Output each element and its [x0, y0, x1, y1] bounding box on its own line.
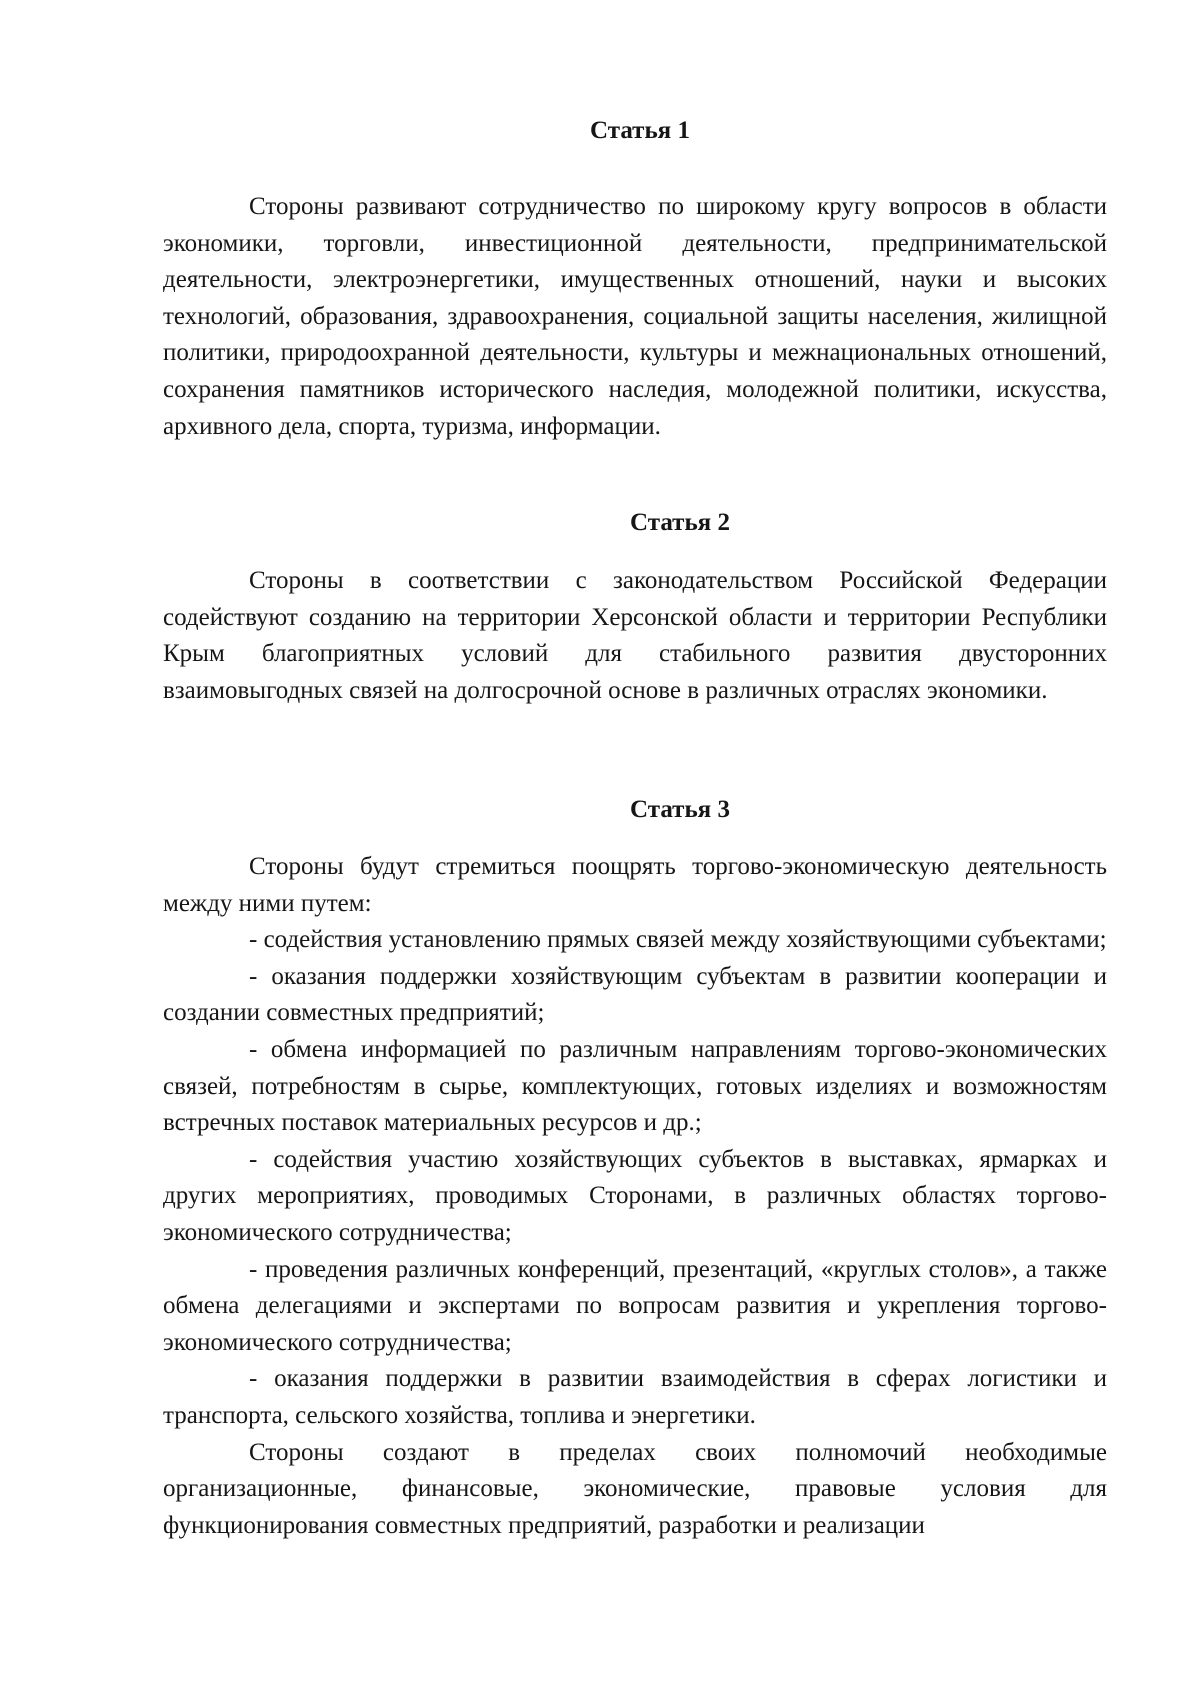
article-2-paragraph: Стороны в соответствии с законодательством Российской Федерации содействуют созданию на территории Херсонской области и территории Республики Крым благоприятных условий для стабильного развития двусторонних взаимовыгодных связей на долгосрочной основе в различных отраслях экономики. [163, 567, 1107, 704]
article-1-heading: Статья 1 [590, 117, 690, 144]
article-1-body [163, 189, 1107, 445]
list-item: - содействия участию хозяйствующих субъектов в выставках, ярмарках и других мероприятиях, проводимых Сторонами, в различных областях торгово-экономического сотрудничества; [163, 1145, 1107, 1246]
list-item: - содействия установлению прямых связей между хозяйствующими субъектами; [249, 926, 1107, 954]
list-item: - оказания поддержки хозяйствующим субъектам в развитии кооперации и создании совместных предприятий; [163, 962, 1107, 1027]
article-3-closing: Стороны создают в пределах своих полномочий необходимые организационные, финансовые, экономические, правовые условия для функционирования совместных предприятий, разработки и реализации [163, 1438, 1107, 1539]
article-2-heading: Статья 2 [630, 509, 730, 536]
list-item: - обмена информацией по различным направлениям торгово-экономических связей, потребностям в сырье, комплектующих, готовых изделиях и возможностям встречных поставок материальных ресурсов и др.; [163, 1035, 1107, 1137]
article-3-heading: Статья 3 [630, 796, 730, 823]
article-3-body [163, 849, 1107, 1544]
list-item: - оказания поддержки в развитии взаимодействия в сферах логистики и транспорта, сельского хозяйства, топлива и энергетики. [163, 1365, 1107, 1429]
article-2-body [163, 563, 1107, 709]
article-1-paragraph: Стороны развивают сотрудничество по широкому кругу вопросов в области экономики, торговли, инвестиционной деятельности, предпринимательской деятельности, электроэнергетики, имущественных отношений, науки и высоких технологий, образования, здравоохранения, социальной защиты населения, жилищной политики, природоохранной деятельности, культуры и межнациональных отношений, сохранения памятников исторического наследия, молодежной политики, искусства, архивного дела, спорта, туризма, информации. [163, 193, 1107, 440]
article-3-intro: Стороны будут стремиться поощрять торгово-экономическую деятельность между ними путем: [163, 853, 1107, 917]
list-item: - проведения различных конференций, презентаций, «круглых столов», а также обмена делегациями и экспертами по вопросам развития и укрепления торгово-экономического сотрудничества; [163, 1255, 1107, 1356]
